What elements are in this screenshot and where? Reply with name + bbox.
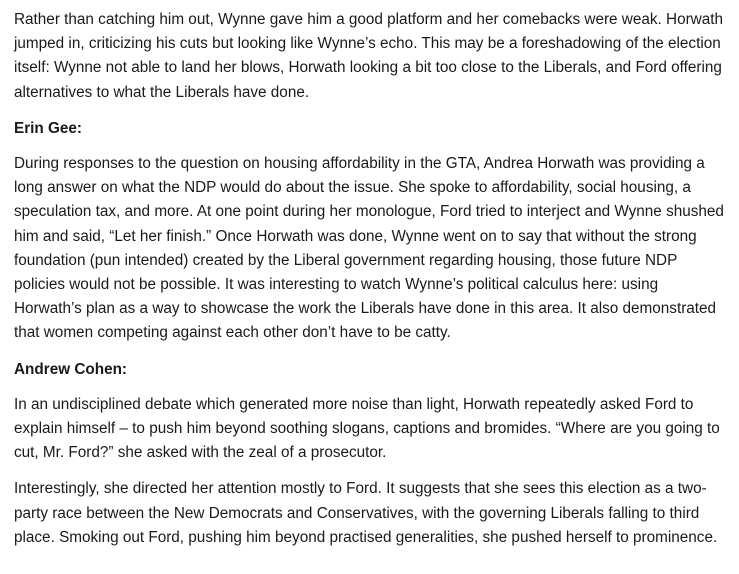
author-heading-andrew-cohen: Andrew Cohen: [14,360,128,378]
paragraph-housing-affordability: During responses to the question on housing affordability in the GTA, Andrea Horwath was providing a long answer on what the NDP would do about the issue. She spoke to affordability, social housing, a speculation tax, and more. At one point during her monologue, Ford tried to interject and Wynne shushed him and said, “Let her finish.” Once Horwath was done, Wynne went on to say that without the strong foundation (pun intended) created by the Liberal government regarding housing, those future NDP policies would not be possible. It was interesting to watch Wynne’s political calculus here: using Horwath’s plan as a way to showcase the work the Liberals have done in this area. It also demonstrated that women competing against each other don’t have to be catty. [14,155,724,342]
paragraph-two-party-race: Interestingly, she directed her attention mostly to Ford. It suggests that she sees this election as a two-party race between the New Democrats and Conservatives, with the governing Liberals falling to third place. Smoking out Ford, pushing him beyond practised generalities, she pushed herself to prominence. [14,480,718,546]
article-body [14,8,726,562]
paragraph-undisciplined-debate: In an undisciplined debate which generated more noise than light, Horwath repeatedly asked Ford to explain himself – to push him beyond soothing slogans, captions and bromides. “Where are you going to cut, Mr. Ford?” she asked with the zeal of a prosecutor. [14,395,720,462]
paragraph-wynne-comebacks: Rather than catching him out, Wynne gave him a good platform and her comebacks were weak. Horwath jumped in, criticizing his cuts but looking like Wynne’s echo. This may be a foreshadowing of the election itself: Wynne not able to land her blows, Horwath looking a bit too close to the Liberals, and Ford offering alternatives to what the Liberals have done. [14,11,723,101]
author-heading-erin-gee: Erin Gee: [14,119,83,137]
